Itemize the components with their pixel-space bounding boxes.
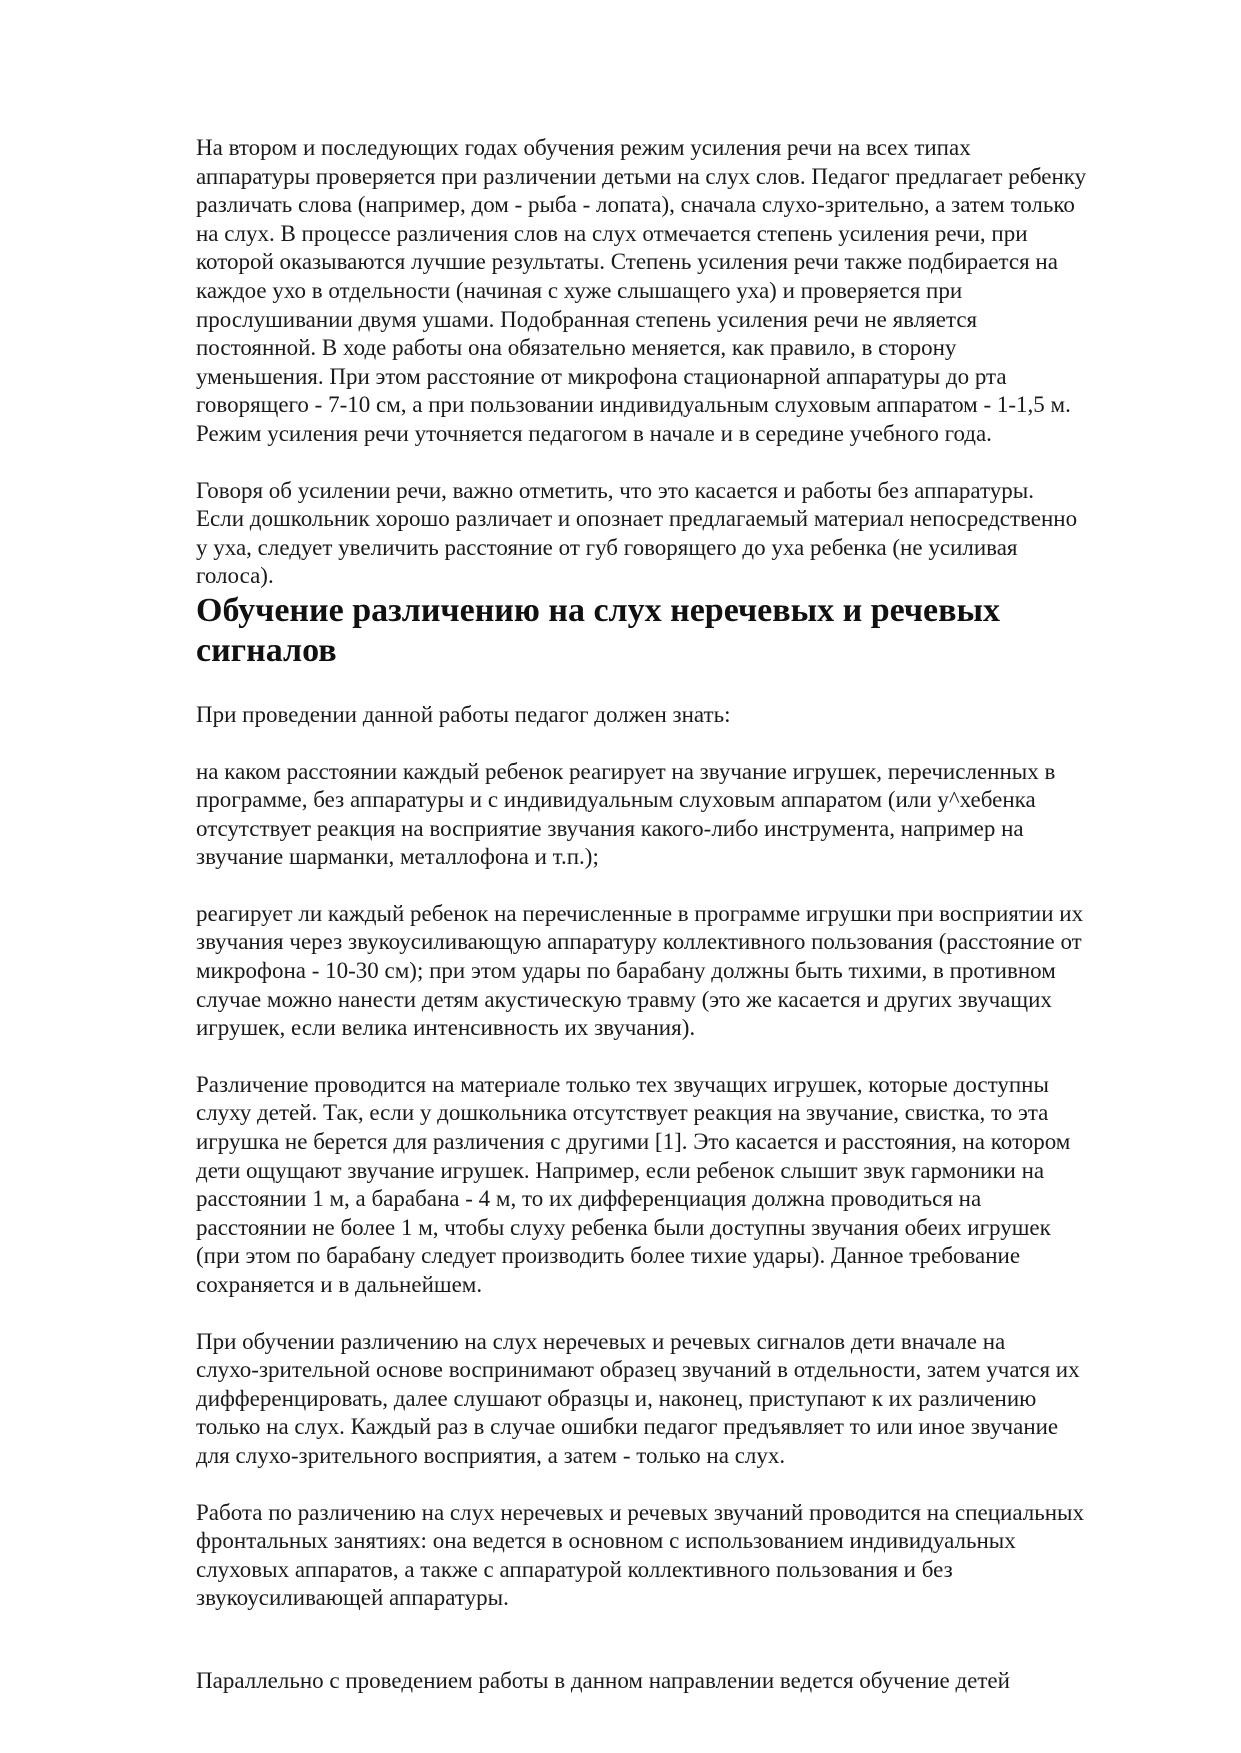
paragraph-distance-reaction: на каком расстоянии каждый ребенок реагирует на звучание игрушек, перечисленных в программе, без аппаратуры и с индивидуальным слуховым аппаратом (или у^хебенка отсутствует реакция на восприятие звучания какого-либо инструмента, например на звучание шарманки, металлофона и т.п.);	[196, 758, 1056, 870]
paragraph-teacher-must-know: При проведении данной работы педагог должен знать:	[196, 701, 731, 727]
paragraph-spacer	[196, 730, 1181, 758]
paragraph-spacer	[196, 671, 1181, 701]
paragraph-discrimination-material: Различение проводится на материале только тех звучащих игрушек, которые доступны слуху детей. Так, если у дошкольника отсутствует реакция на звучание, свистка, то эта игрушка не берется для различения с другими [1]. Это касается и расстояния, на котором дети ощущают звучание игрушек. Например, если ребенок слышит звук гармоники на расстоянии 1 м, а барабана - 4 м, то их дифференциация должна проводиться на расстоянии не более 1 м, чтобы слуху ребенка были доступны звучания обеих игрушек (при этом по барабану следует производить более тихие удары). Данное требование сохраняется и в дальнейшем.	[196, 1071, 1071, 1297]
paragraph-spacer	[196, 872, 1181, 900]
paragraph-training-sequence: При обучении различению на слух неречевых и речевых сигналов дети вначале на слухо-зрительной основе воспринимают образец звучаний в отдельности, затем учатся их дифференцировать, далее слушают образцы и, наконец, приступают к их различению только на слух. Каждый раз в случае ошибки педагог предъявляет то или иное звучание для слухо-зрительного восприятия, а затем - только на слух.	[196, 1328, 1080, 1468]
document-body	[196, 134, 1181, 1696]
paragraph-without-equipment: Говоря об усилении речи, важно отметить, что это касается и работы без аппаратуры. Если дошкольник хорошо различает и опознает предлагаемый материал непосредственно у уха, следует увеличить расстояние от губ говорящего до уха ребенка (не усиливая голоса).	[196, 477, 1078, 589]
paragraph-parallel-training: Параллельно с проведением работы в данном направлении ведется обучение детей	[196, 1667, 1010, 1693]
paragraph-frontal-lessons: Работа по различению на слух неречевых и речевых звучаний проводится на специальных фронтальных занятиях: она ведется в основном с использованием индивидуальных слуховых аппаратов, а также с аппаратурой коллективного пользования и без звукоусиливающей аппаратуры.	[196, 1499, 1084, 1611]
paragraph-spacer	[196, 1043, 1181, 1071]
paragraph-spacer	[196, 449, 1181, 477]
paragraph-spacer	[196, 1471, 1181, 1499]
paragraph-speech-amplification: На втором и последующих годах обучения режим усиления речи на всех типах аппаратуры проверяется при различении детьми на слух слов. Педагог предлагает ребенку различать слова (например, дом - рыба - лопата), сначала слухо-зрительно, а затем только на слух. В процессе различения слов на слух отмечается степень усиления речи, при которой оказываются лучшие результаты. Степень усиления речи также подбирается на каждое ухо в отдельности (начиная с хуже слышащего уха) и проверяется при прослушивании двумя ушами. Подобранная степень усиления речи не является постоянной. В ходе работы она обязательно меняется, как правило, в сторону уменьшения. При этом расстояние от микрофона стационарной аппаратуры до рта говорящего - 7-10 см, а при пользовании индивидуальным слуховым аппаратом - 1-1,5 м. Режим усиления речи уточняется педагогом в начале и в середине учебного года.	[196, 135, 1087, 446]
paragraph-spacer	[196, 1613, 1181, 1667]
paragraph-collective-equipment: реагирует ли каждый ребенок на перечисленные в программе игрушки при восприятии их звучания через звукоусиливающую аппаратуру коллективного пользования (расстояние от микрофона - 10-30 см); при этом удары по барабану должны быть тихими, в противном случае можно нанести детям акустическую травму (это же касается и других звучащих игрушек, если велика интенсивность их звучания).	[196, 900, 1084, 1041]
paragraph-spacer	[196, 1300, 1181, 1328]
section-heading: Обучение различению на слух неречевых и речевых сигналов	[196, 591, 1001, 669]
